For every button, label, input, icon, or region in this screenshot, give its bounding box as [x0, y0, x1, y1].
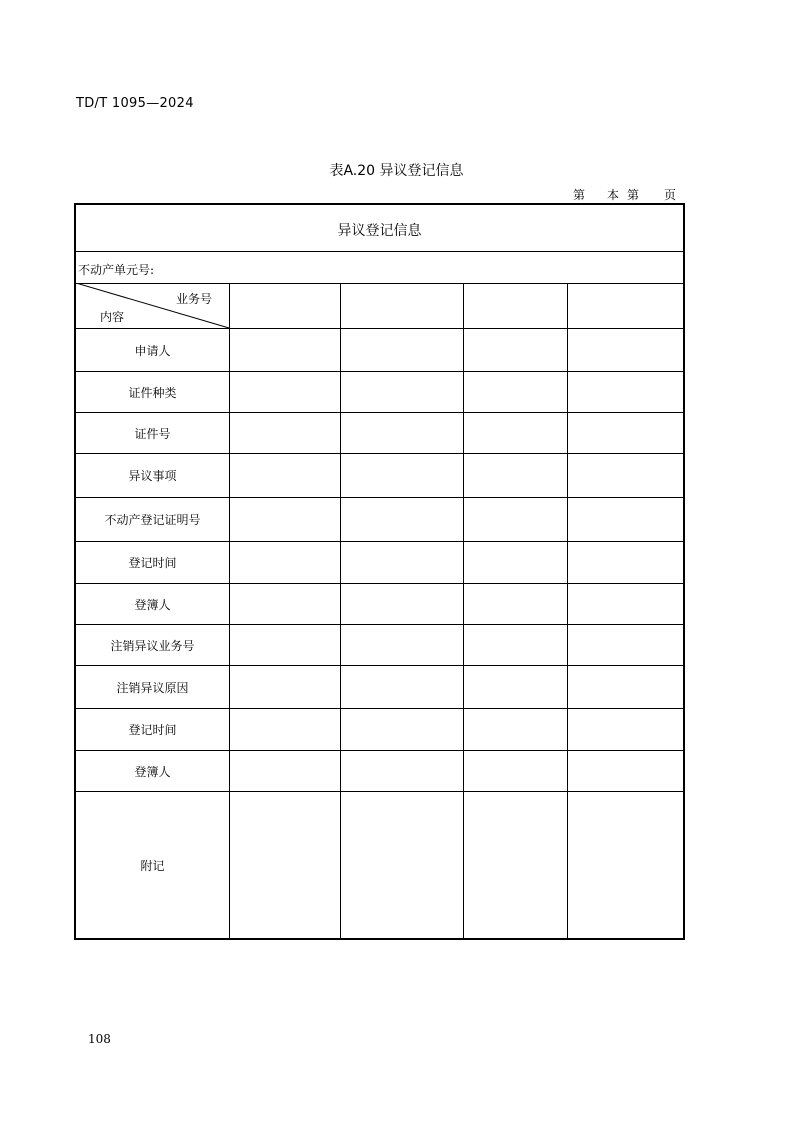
standard-code: TD/T 1095—2024 [76, 96, 194, 111]
unit-number-label: 不动产单元号: [78, 263, 155, 277]
table-column-divider [567, 283, 568, 938]
table-row-divider [76, 251, 683, 252]
table-column-divider [463, 283, 464, 938]
table-row-divider [76, 665, 683, 666]
table-heading: 异议登记信息 [337, 223, 422, 239]
page-number: 108 [88, 1032, 111, 1046]
row-label: 不动产登记证明号 [104, 513, 201, 527]
row-label: 登簿人 [134, 597, 171, 612]
page-marker-part: 页 [664, 188, 677, 202]
table-row-divider [76, 708, 683, 709]
row-label: 附记 [140, 858, 165, 873]
page-marker-part: 本 [607, 188, 620, 202]
row-label: 登簿人 [134, 764, 171, 779]
diagonal-header-business-number: 业务号 [176, 292, 213, 306]
table-column-divider [229, 283, 230, 938]
table-row-divider [76, 328, 683, 329]
table-row-divider [76, 412, 683, 413]
row-label: 异议事项 [128, 469, 177, 483]
table-row-divider [76, 624, 683, 625]
table-row-divider [76, 750, 683, 751]
table-row-divider [76, 583, 683, 584]
table-row-divider [76, 453, 683, 454]
diagonal-header-content: 内容 [100, 310, 125, 324]
row-label: 证件号 [134, 426, 171, 441]
table-row-divider [76, 283, 683, 284]
table-caption: 表A.20 异议登记信息 [329, 163, 464, 179]
table-row-divider [76, 497, 683, 498]
row-label: 证件种类 [128, 385, 177, 400]
table-column-divider [340, 283, 341, 938]
row-label: 注销异议业务号 [110, 638, 195, 653]
row-label: 登记时间 [128, 556, 177, 570]
row-label: 注销异议原因 [116, 680, 189, 695]
page-marker-part: 第 [573, 188, 586, 202]
row-label: 登记时间 [128, 723, 177, 737]
table-row-divider [76, 791, 683, 792]
page-marker-part: 第 [627, 188, 640, 202]
registration-table [74, 203, 685, 940]
table-row-divider [76, 541, 683, 542]
row-label: 申请人 [134, 343, 171, 358]
table-row-divider [76, 371, 683, 372]
